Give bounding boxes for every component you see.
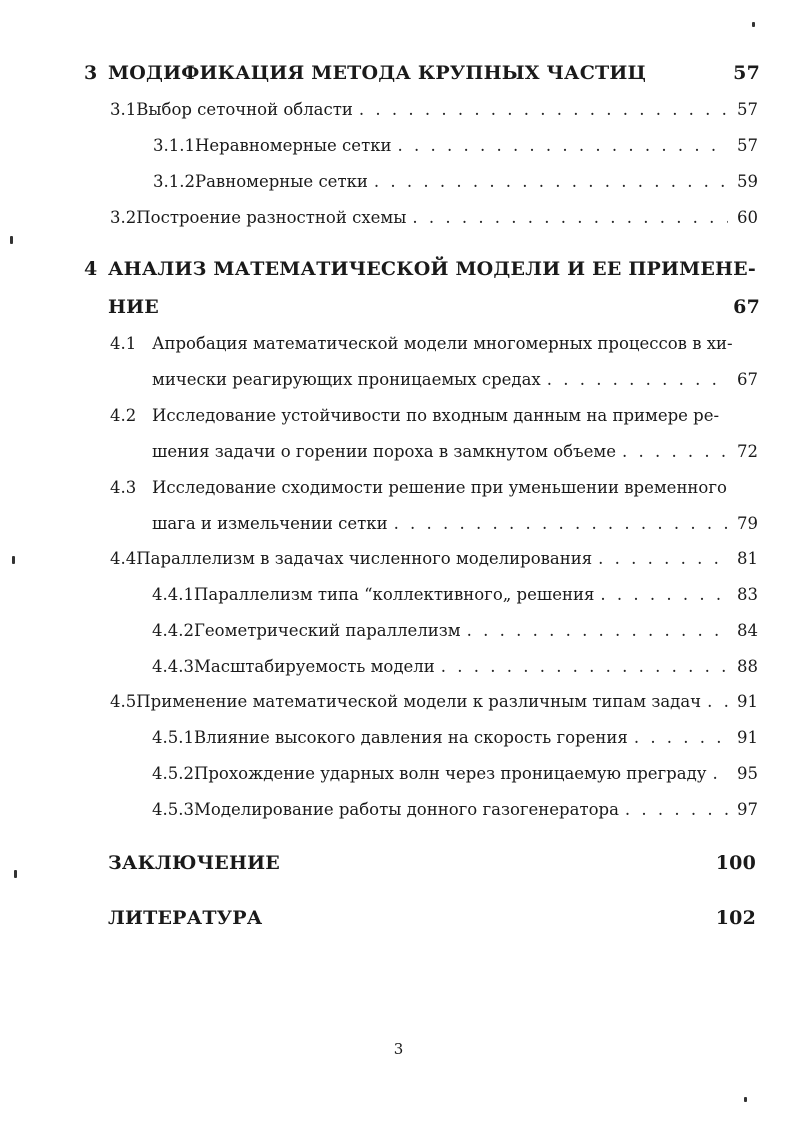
leader-dots [461, 621, 728, 640]
scan-speck [14, 870, 17, 878]
chapter-title-line2: НИЕ [108, 296, 159, 318]
page-ref: 88 [737, 657, 758, 676]
subsection-title: Геометрический параллелизм [193, 621, 461, 640]
leader-dots [592, 549, 728, 568]
subsection-title: Масштабируемость модели [193, 657, 435, 676]
page-ref: 83 [737, 585, 758, 604]
subsection-number: 4.5.2 [152, 764, 194, 783]
section-title-line1: Исследование устойчивости по входным данным на примере ре- [152, 406, 720, 425]
page-ref: 102 [715, 907, 756, 929]
toc-section-4-3[interactable] [110, 478, 758, 508]
toc-section-4-3-cont[interactable] [152, 514, 758, 544]
page-ref: 67 [733, 296, 760, 318]
page-ref: 57 [737, 136, 758, 155]
scan-speck [12, 556, 15, 564]
toc-section-3-1[interactable] [110, 100, 758, 130]
page-ref: 100 [715, 852, 756, 874]
page-ref: 91 [737, 692, 758, 711]
chapter-number: 3 [84, 62, 98, 84]
toc-section-4-1[interactable] [110, 334, 758, 364]
leader-dots [392, 136, 728, 155]
subsection-number: 4.4.3 [152, 657, 194, 676]
leader-dots [701, 692, 728, 711]
leader-dots [541, 370, 728, 389]
section-number: 4.1 [110, 334, 137, 353]
toc-subsection-4-4-1[interactable] [152, 585, 758, 615]
section-number: 4.4 [110, 549, 137, 568]
scan-speck [744, 1097, 747, 1102]
conclusion-title: ЗАКЛЮЧЕНИЕ [108, 852, 280, 874]
leader-dots [619, 800, 728, 819]
toc-conclusion[interactable] [108, 852, 756, 882]
page-ref: 97 [737, 800, 758, 819]
toc-chapter-4-cont[interactable] [108, 296, 760, 326]
page-ref: 59 [737, 172, 758, 191]
subsection-number: 3.1.1 [153, 136, 195, 155]
page-ref: 67 [737, 370, 758, 389]
page-number: 3 [393, 1040, 404, 1058]
leader-dots [616, 442, 728, 461]
toc-section-4-2[interactable] [110, 406, 758, 436]
subsection-number: 3.1.2 [153, 172, 195, 191]
page-ref: 57 [733, 62, 760, 84]
leader-dots [435, 657, 728, 676]
section-title-line2: шения задачи о горении пороха в замкнутом объеме [152, 442, 616, 461]
leader-dots [706, 764, 728, 783]
page-ref: 84 [737, 621, 758, 640]
toc-section-4-2-cont[interactable] [152, 442, 758, 472]
section-number: 3.1 [110, 100, 137, 119]
page-ref: 91 [737, 728, 758, 747]
toc-subsection-4-4-2[interactable] [152, 621, 758, 651]
toc-chapter-3[interactable] [84, 62, 760, 92]
section-title: Построение разностной схемы [136, 208, 407, 227]
toc-subsection-3-1-2[interactable] [153, 172, 758, 202]
section-number: 4.3 [110, 478, 137, 497]
toc-section-4-4[interactable] [110, 549, 758, 579]
chapter-title-line1: АНАЛИЗ МАТЕМАТИЧЕСКОЙ МОДЕЛИ И ЕЕ ПРИМЕНЕ- [108, 258, 756, 280]
section-number: 3.2 [110, 208, 137, 227]
section-title-line2: шага и измельчении сетки [152, 514, 388, 533]
subsection-title: Влияние высокого давления на скорость горения [193, 728, 628, 747]
toc-chapter-4[interactable] [84, 258, 760, 288]
chapter-number: 4 [84, 258, 98, 280]
subsection-number: 4.5.1 [152, 728, 194, 747]
toc-subsection-3-1-1[interactable] [153, 136, 758, 166]
leader-dots [388, 514, 728, 533]
section-title-line1: Апробация математической модели многомерных процессов в хи- [152, 334, 733, 353]
subsection-number: 4.4.1 [152, 585, 194, 604]
section-title: Выбор сеточной области [136, 100, 353, 119]
section-title-line2: мически реагирующих проницаемых средах [152, 370, 541, 389]
toc-subsection-4-5-2[interactable] [152, 764, 758, 794]
toc-section-4-1-cont[interactable] [152, 370, 758, 400]
leader-dots [406, 208, 728, 227]
scan-speck [752, 22, 755, 27]
leader-dots [594, 585, 728, 604]
toc-section-3-2[interactable] [110, 208, 758, 238]
page-ref: 57 [737, 100, 758, 119]
toc-subsection-4-5-3[interactable] [152, 800, 758, 830]
chapter-title: МОДИФИКАЦИЯ МЕТОДА КРУПНЫХ ЧАСТИЦ [108, 62, 647, 84]
subsection-title: Равномерные сетки [194, 172, 368, 191]
section-number: 4.2 [110, 406, 137, 425]
page-ref: 79 [737, 514, 758, 533]
page-ref: 95 [737, 764, 758, 783]
leader-dots [353, 100, 728, 119]
scan-speck [10, 236, 13, 244]
section-title-line1: Исследование сходимости решение при уменьшении временного [152, 478, 727, 497]
subsection-title: Неравномерные сетки [194, 136, 392, 155]
section-title: Применение математической модели к различным типам задач [136, 692, 702, 711]
section-number: 4.5 [110, 692, 137, 711]
toc-subsection-4-4-3[interactable] [152, 657, 758, 687]
literature-title: ЛИТЕРАТУРА [108, 907, 263, 929]
subsection-number: 4.4.2 [152, 621, 194, 640]
leader-dots [628, 728, 728, 747]
section-title: Параллелизм в задачах численного моделирования [136, 549, 593, 568]
page-ref: 72 [737, 442, 758, 461]
subsection-title: Прохождение ударных волн через проницаемую преграду [193, 764, 707, 783]
toc-literature[interactable] [108, 907, 756, 937]
subsection-title: Моделирование работы донного газогенератора [193, 800, 619, 819]
page-ref: 81 [737, 549, 758, 568]
page-ref: 60 [737, 208, 758, 227]
toc-section-4-5[interactable] [110, 692, 758, 722]
toc-subsection-4-5-1[interactable] [152, 728, 758, 758]
subsection-title: Параллелизм типа “коллективного„ решения [193, 585, 595, 604]
subsection-number: 4.5.3 [152, 800, 194, 819]
leader-dots [368, 172, 728, 191]
